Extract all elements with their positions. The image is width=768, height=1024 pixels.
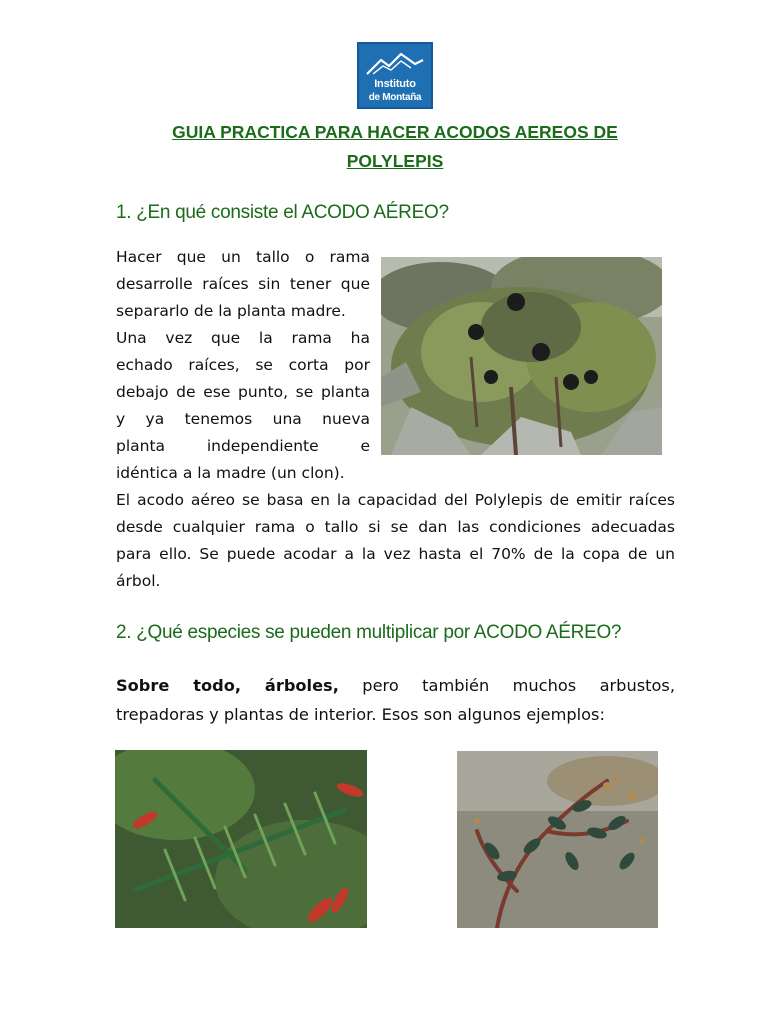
paragraph-line: Una vez que la rama ha — [116, 329, 370, 347]
paragraph-line: echado raíces, se corta por — [116, 356, 370, 374]
document-title-line2: POLYLEPIS — [346, 151, 444, 171]
paragraph-line: desde cualquier rama o tallo si se dan las condiciones adecuadas — [116, 518, 675, 536]
intro-bold-text: Sobre todo, árboles, — [116, 676, 339, 695]
paragraph-line: debajo de ese punto, se planta — [116, 383, 370, 401]
logo-text-line1: Instituto — [374, 78, 416, 90]
polylepis-branch-photo — [457, 751, 658, 928]
logo-text-line2: de Montaña — [368, 92, 422, 103]
paragraph-line: idéntica a la madre (un clon). — [116, 464, 345, 482]
intro-rest-text: pero también muchos arbustos, — [338, 676, 675, 695]
intro-line2: trepadoras y plantas de interior. Esos son algunos ejemplos: — [116, 705, 605, 724]
paragraph-line: El acodo aéreo se basa en la capacidad del Polylepis de emitir raíces — [116, 491, 675, 509]
paragraph-line: para ello. Se puede acodar a la vez hasta el 70% de la copa de un — [116, 545, 675, 563]
paragraph-line: separarlo de la planta madre. — [116, 302, 346, 320]
mountain-icon — [365, 50, 425, 76]
polylepis-air-layering-photo — [381, 257, 662, 455]
paragraph-line: planta independiente e — [116, 437, 370, 455]
paragraph-line: árbol. — [116, 572, 161, 590]
section1-heading: 1. ¿En qué consiste el ACODO AÉREO? — [116, 202, 449, 223]
document-title-line1: GUIA PRACTICA PARA HACER ACODOS AEREOS DE — [172, 122, 618, 142]
paragraph-line: desarrolle raíces sin tener que — [116, 275, 370, 293]
institute-logo — [357, 42, 433, 109]
paragraph-line: y ya tenemos una nueva — [116, 410, 370, 428]
section2-heading: 2. ¿Qué especies se pueden multiplicar por ACODO AÉREO? — [116, 622, 622, 643]
paragraph-line: Hacer que un tallo o rama — [116, 248, 370, 266]
intro-line1 — [116, 672, 675, 699]
yew-foliage-photo — [115, 750, 367, 928]
